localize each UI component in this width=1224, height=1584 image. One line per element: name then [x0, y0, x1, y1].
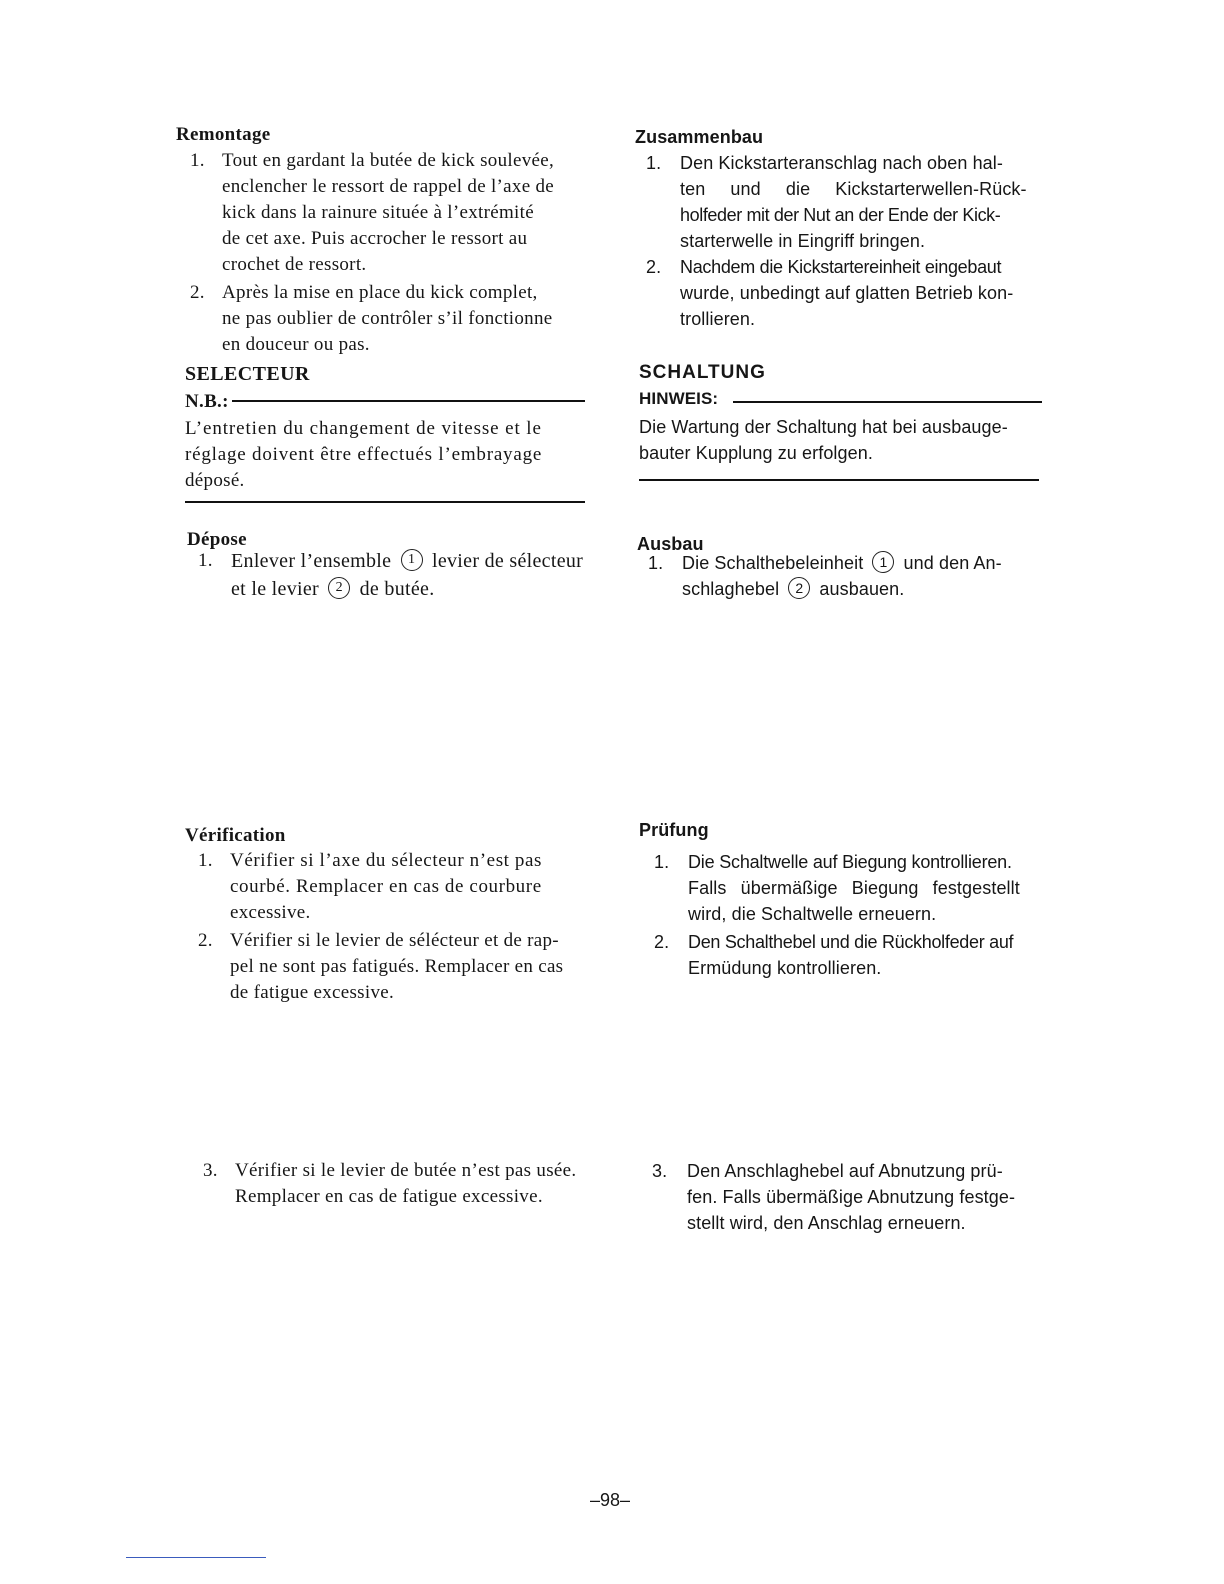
callout-marker-2: 2	[788, 577, 810, 599]
zusammenbau-item-1-line-4: starterwelle in Eingriff bringen.	[680, 231, 926, 251]
remontage-item-1-line-4: de cet axe. Puis accrocher le ressort au	[222, 228, 528, 249]
pruefung-heading: Prüfung	[639, 820, 709, 840]
german-item-3-line-2: fen. Falls übermäßige Abnutzung festge-	[687, 1187, 1016, 1207]
depose-item-1-number: 1.	[198, 550, 213, 571]
german-item-3-line-3: stellt wird, den Anschlag erneuern.	[687, 1213, 966, 1233]
nb-line-1: L’entretien du changement de vitesse et le	[185, 418, 542, 439]
pruefung-item-2-number: 2.	[654, 932, 670, 952]
zusammenbau-item-1-line-1: Den Kickstarteranschlag nach oben hal-	[680, 153, 1003, 173]
verification-item-2-line-2: pel ne sont pas fatigués. Remplacer en cas	[230, 956, 564, 977]
ausbau-item-1-line-2	[682, 576, 904, 602]
hinweis-end-rule	[639, 479, 1039, 481]
pruefung-item-2-line-2: Ermüdung kontrollieren.	[688, 958, 882, 978]
nb-underline	[232, 400, 585, 402]
verification-item-2-line-3: de fatigue excessive.	[230, 982, 395, 1003]
page-number: –98–	[590, 1490, 631, 1510]
french-item-3-number: 3.	[203, 1160, 218, 1181]
verification-item-1-line-1: Vérifier si l’axe du sélecteur n’est pas	[230, 850, 543, 871]
depose-heading: Dépose	[187, 529, 247, 550]
callout-marker-1: 1	[401, 549, 423, 571]
verification-heading: Vérification	[185, 825, 286, 846]
nb-line-3: déposé.	[185, 470, 245, 491]
verification-item-2-number: 2.	[198, 930, 213, 951]
schaltung-title: SCHALTUNG	[639, 362, 766, 383]
zusammenbau-item-2-number: 2.	[646, 257, 662, 277]
depose-item-1-line-1	[231, 548, 583, 574]
ausbau-item-1-text-d: ausbauen.	[819, 579, 905, 599]
nb-line-2: réglage doivent être effectués l’embrayage	[185, 444, 543, 465]
ausbau-item-1-line-1	[682, 550, 1002, 576]
zusammenbau-item-2-line-1: Nachdem die Kickstartereinheit eingebaut	[680, 257, 1002, 277]
ausbau-heading: Ausbau	[637, 534, 704, 554]
hinweis-label: HINWEIS:	[639, 389, 719, 408]
zusammenbau-item-2-line-3: trollieren.	[680, 309, 756, 329]
hinweis-line-2: bauter Kupplung zu erfolgen.	[639, 443, 873, 463]
remontage-item-1-number: 1.	[190, 150, 205, 171]
remontage-item-2-line-1: Après la mise en place du kick complet,	[222, 282, 538, 303]
zusammenbau-heading: Zusammenbau	[635, 127, 764, 147]
depose-item-1-text-d: de butée.	[359, 578, 435, 600]
zusammenbau-item-1-line-3: holfeder mit der Nut an der Ende der Kick-	[680, 205, 1001, 225]
pruefung-item-2-line-1: Den Schalthebel und die Rückholfeder auf	[688, 932, 1014, 952]
remontage-item-1-line-3: kick dans la rainure située à l’extrémité	[222, 202, 534, 223]
remontage-item-2-line-3: en douceur ou pas.	[222, 334, 370, 355]
verification-item-1-line-3: excessive.	[230, 902, 311, 923]
german-item-3-line-1: Den Anschlaghebel auf Abnutzung prü-	[687, 1161, 1003, 1181]
hinweis-line-1: Die Wartung der Schaltung hat bei ausbauge-	[639, 417, 1008, 437]
ausbau-item-1-text-b: und den An-	[903, 553, 1002, 573]
french-item-3-line-2: Remplacer en cas de fatigue excessive.	[235, 1186, 543, 1207]
ausbau-item-1-number: 1.	[648, 553, 664, 573]
hinweis-underline	[733, 401, 1042, 403]
remontage-item-2-number: 2.	[190, 282, 205, 303]
depose-item-1-text-a: Enlever l’ensemble	[231, 550, 392, 572]
verification-item-2-line-1: Vérifier si le levier de sélécteur et de rap-	[230, 930, 559, 951]
depose-item-1-text-b: levier de sélecteur	[431, 550, 584, 572]
verification-item-1-number: 1.	[198, 850, 213, 871]
ausbau-item-1-text-a: Die Schalthebeleinheit	[682, 553, 864, 573]
zusammenbau-item-1-number: 1.	[646, 153, 662, 173]
french-item-3-line-1: Vérifier si le levier de butée n’est pas usée.	[235, 1160, 577, 1181]
remontage-item-2-line-2: ne pas oublier de contrôler s’il fonctionne	[222, 308, 553, 329]
depose-item-1-text-c: et le levier	[231, 578, 319, 600]
pruefung-item-1-line-3: wird, die Schaltwelle erneuern.	[688, 904, 937, 924]
nb-label: N.B.:	[185, 391, 229, 412]
remontage-heading: Remontage	[176, 124, 271, 145]
pruefung-item-1-line-1: Die Schaltwelle auf Biegung kontrollieren.	[688, 852, 1012, 872]
pruefung-item-1-line-2: Falls übermäßige Biegung festgestellt	[688, 878, 1020, 898]
remontage-item-1-line-1: Tout en gardant la butée de kick soulevée,	[222, 150, 555, 171]
remontage-item-1-line-5: crochet de ressort.	[222, 254, 367, 275]
callout-marker-1: 1	[872, 551, 894, 573]
german-item-3-number: 3.	[652, 1161, 668, 1181]
callout-marker-2: 2	[328, 577, 350, 599]
pruefung-item-1-number: 1.	[654, 852, 670, 872]
zusammenbau-item-1-line-2: ten und die Kickstarterwellen-Rück-	[680, 179, 1027, 199]
zusammenbau-item-2-line-2: wurde, unbedingt auf glatten Betrieb kon-	[680, 283, 1014, 303]
nb-end-rule	[185, 501, 585, 503]
footer-divider	[126, 1557, 266, 1558]
depose-item-1-line-2	[231, 576, 435, 602]
ausbau-item-1-text-c: schlaghebel	[682, 579, 780, 599]
selecteur-title: SELECTEUR	[185, 363, 310, 385]
verification-item-1-line-2: courbé. Remplacer en cas de courbure	[230, 876, 542, 897]
remontage-item-1-line-2: enclencher le ressort de rappel de l’axe de	[222, 176, 555, 197]
